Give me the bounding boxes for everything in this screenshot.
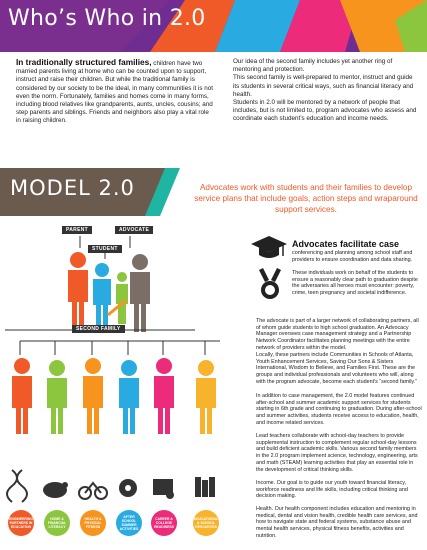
intro-lead: In traditionally structured families,: [16, 57, 152, 67]
second-family-diagram: [0, 215, 250, 550]
second-family-people: [12, 341, 220, 434]
body-p6: Health. Our health component includes education and mentoring in medical, dental and vision health, credible health care services, and how to navigate state and federal systems, substance abuse and mental health services, physical fitness benefits, activities and nutrition.: [256, 506, 418, 539]
intro-left-text: [16, 58, 214, 126]
model-title: MODEL 2.0: [10, 176, 135, 200]
advocates-p2: These individuals work on behalf of the students to ensure a reasonably clear path to graduation despite the adversaries all heroes must encounter: poverty, crime, teen pregnancy and societal indifference.: [292, 270, 418, 297]
second-family-label: SECOND FAMILY: [72, 325, 125, 333]
body-p2: Locally, these partners include Communities in Schools of Atlanta, Youth Enhancement Services, Saving Our Sons & Sisters International, Wisdom to Believe, and Families First. These are the groups and individual professionals and volunteers who will, along with the program advocate, become each student’s “second family.”: [256, 352, 418, 385]
circle-health: HEALTH & PHYSICAL FITNESS: [80, 510, 106, 536]
intro-right-p3: Students in 2.0 will be mentored by a network of people that includes, but is not limited to, program advocates who assess and coordinate each student’s education and income needs.: [233, 99, 417, 123]
body-p3: In addition to case management, the 2.0 model features continued after-school and summer academic support services for students starting in 6th grade and continuing to graduation. During after-school and summer activities, students receive access to education, health, and income related services.: [256, 393, 422, 426]
advocates-p1: conferencing and planning among school staff and providers to ensure coordination and data sharing.: [292, 250, 413, 263]
model-description: Advocates work with students and their families to develop service plans that include goals, action steps and wraparound support services.: [194, 183, 418, 214]
circle-financial: HOME & FINANCIAL LITERACY: [44, 510, 70, 536]
soccer-ball-icon: [119, 479, 137, 497]
circle-afterschool: AFTER SCHOOL SUMMER ACTIVITIES: [116, 510, 142, 536]
advocates-heading: Advocates facilitate case: [292, 239, 400, 249]
intro-left-body: children have two married parents living at home who can be counted upon to support, instruct and raise their children. But while the traditional family is considered by our society to be the ideal, in many communities it is not even the norm. Fortunately, families and homes come in many forms, including blood relatives like grandparents, aunts, uncles, cousins; and step parents and siblings. Friends and neighbors also play a vital role in raising children.: [16, 60, 214, 125]
diploma-icon: [153, 479, 174, 499]
body-p1: The advocate is part of a larger network of collaborating partners, all of whom guide students to high school graduation. An Advocacy Manager oversees case management strategy and a Partnership Network Coordinator facilitates planning meetings with the entire network of providers within the model.: [256, 318, 419, 351]
intro-right-p1: Our idea of the second family includes yet another ring of mentoring and protection.: [233, 58, 393, 74]
intro-right-p2: This second family is well-prepared to mentor, instruct and guide its students in several critical ways, such as financial literacy and health.: [233, 74, 414, 98]
graduation-cap-icon: [250, 232, 288, 266]
student-label: STUDENT: [88, 245, 122, 253]
dna-icon: [7, 470, 27, 502]
intro-right-text: [233, 58, 419, 124]
circle-educational: EDUCATIONAL & SCHOOL RESOURCES: [193, 510, 219, 536]
bicycle-icon: [79, 483, 107, 499]
body-p5: Income. Our goal is to guide our youth toward financial literacy, workforce readiness and life skills, including critical thinking and decision making.: [256, 480, 408, 500]
circle-career: CAREER & COLLEGE READINESS: [151, 510, 177, 536]
circle-engineering: ENGINEERING PARTNERS IN EDUCATION: [8, 510, 34, 536]
resource-icons: [7, 470, 215, 502]
medal-icon: [255, 268, 285, 302]
parent-label: PARENT: [62, 226, 92, 234]
books-icon: [195, 477, 215, 497]
body-p4: Lead teachers collaborate with school-day teachers to provide supplemental instruction to complement regular school-day lessons and build deficient academic skills. Various second family members in the 2.0 program implement science, technology, engineering, arts and math (STEAM) learning activities that play an essential role in the development of critical thinking skills.: [256, 433, 418, 473]
advocate-label: ADVOCATE: [115, 226, 153, 234]
piggy-bank-icon: [43, 482, 68, 498]
page-title: Who’s Who in 2.0: [8, 6, 206, 31]
